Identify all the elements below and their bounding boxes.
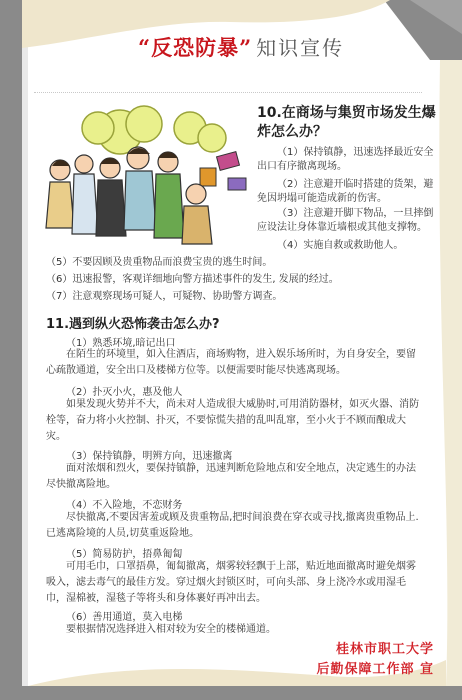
title-suffix: 知识宣传 <box>256 36 345 60</box>
fire-tip-1-text: 在陌生的环境里，如入住酒店，商场购物，进入娱乐场所时，为自身安全，要留心疏散通道，安全出口及楼梯方位等。以便需要时能尽快逃离现场。 <box>46 349 416 376</box>
fire-tip-6-label: （6）善用通道，莫入电梯 <box>66 612 183 623</box>
fire-tip-2-text: 如果发现火势并不大，尚未对人造成很大威胁时,可用消防器材，如灭火器、消防栓等，奋力将小火控制、扑灭，不要惊慌失措的乱叫乱窜，至小火于不顾而酿成大灾。 <box>46 399 420 442</box>
fire-tip-1-label: （1）熟悉环境,暗记出口 <box>66 338 176 349</box>
fire-tip-2-label: （2）扑灭小火，惠及他人 <box>66 387 183 398</box>
section1-item-1: （1）保持镇静，迅速选择最近安全出口有序撤离现场。 <box>257 147 434 172</box>
signature-line-1: 桂林市职工大学 <box>335 642 434 657</box>
section1-item-3: （3）注意避开脚下物品，一旦摔倒应设法让身体靠近墙根或其他支撑物。 <box>257 208 434 233</box>
panic-crowd-illustration <box>40 98 262 246</box>
fire-tip-5-text: 可用毛巾，口罩捂鼻，匍匐撤离，烟雾较轻飘于上部，贴近地面撤离时避免烟雾吸入，滤去毒气的最佳方发。穿过烟火封锁区时，可向头部、身上浇冷水或用湿毛巾，湿棉被，湿毯子等将头和身体裹好再冲出去。 <box>46 561 416 604</box>
section1-item-5: （5）不要因顾及贵重物品而浪费宝贵的逃生时间。 <box>46 257 273 268</box>
poster-title <box>138 32 344 62</box>
section1-item-4: （4）实施自救或救助他人。 <box>277 240 404 251</box>
section1-item-6: （6）迅速报警，客观详细地向警方描述事件的发生, 发展的经过。 <box>46 274 339 285</box>
question-11-heading: 11.遇到纵火恐怖袭击怎么办? <box>46 317 220 332</box>
section1-item-2: （2）注意避开临时搭建的货架，避免因坍塌可能造成新的伤害。 <box>257 179 434 204</box>
fire-tip-3-label: （3）保持镇静，明辨方向，迅速撤离 <box>66 451 233 462</box>
question-10-heading: 10.在商场与集贸市场发生爆炸怎么办？ <box>257 105 436 140</box>
fire-tip-4-label: （4）不入险地，不恋财务 <box>66 500 183 511</box>
fire-tip-6-text: 要根据情况选择进入相对较为安全的楼梯通道。 <box>66 624 276 635</box>
section1-item-7: （7）注意观察现场可疑人，可疑物、协助警方调查。 <box>46 291 283 302</box>
fire-tip-3-text: 面对浓烟和烈火，要保持镇静，迅速判断危险地点和安全地点，决定逃生的办法尽快撤离险地。 <box>46 463 416 490</box>
signature-line-2: 后勤保障工作部 宣 <box>316 662 434 677</box>
fire-tip-4-text: 尽快撤离,不要因害羞或顾及贵重物品,把时间浪费在穿衣或寻找,撤离贵重物品上.已逃离险境的人员,切莫重返险地。 <box>46 512 419 539</box>
fire-tip-5-label: （5）简易防护，捂鼻匍匐 <box>66 549 183 560</box>
title-quoted: “反恐防暴” <box>138 35 253 60</box>
divider <box>34 92 422 93</box>
